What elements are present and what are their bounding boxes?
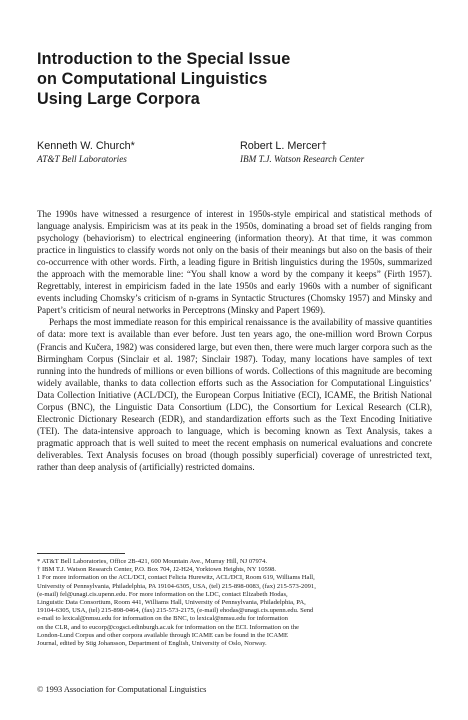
copyright-notice: © 1993 Association for Computational Linguistics [37,685,207,694]
footnote-line: London-Lund Corpus and other corpora available through ICAME can be found in the ICAME [37,631,289,639]
footnote-line: 19104-6305, USA, (tel) 215-898-0464, (fax) 215-573-2175, (e-mail) ehodas@unagi.cis.upenn.edu. Send [37,607,314,615]
title-line: on Computational Linguistics [37,70,268,88]
footnote-line: † IBM T.J. Watson Research Center, P.O. Box 704, J2-H24, Yorktown Heights, NY 10598. [37,566,277,574]
footnote-line: * AT&T Bell Laboratories, Office 2B-421, 600 Mountain Ave., Murray Hill, NJ 07974. [37,558,268,565]
author-block [240,140,364,165]
body-paragraph: Perhaps the most immediate reason for this empirical renaissance is the availability of massive quantities of data: more text is available than ever before. Just ten years ago, the one-million word Brown Corpus (Francis and Kučera, 1982) was considered large, but even then, there were much larger corpora such as the Birmingham Corpus (Sinclair et al. 1987; Sinclair 1987). Today, many locations have samples of text running into the hundreds of millions or even billions of words. Collections of this magnitude are becoming widely available, thanks to data collection efforts such as the Association for Computational Linguistics’ Data Collection Initiative (ACL/DCI), the European Corpus Initiative (ECI), ICAME, the British National Corpus (BNC), the Linguistic Data Consortium (LDC), the Consortium for Lexical Research (CLR), Electronic Dictionary Research (EDR), and standardization efforts such as the Text Encoding Initiative (TEI). The data-intensive approach to language, which is becoming known as Text Analysis, takes a pragmatic approach that is well suited to meet the recent emphasis on numerical evaluations and concrete deliverables. Text Analysis focuses on broad (though possibly superficial) coverage of unrestricted text, rather than deep analysis of (artificially) restricted domains. [37,317,432,472]
footnote-line: e-mail to lexical@nmsu.edu for information on the BNC, to lexical@nmsu.edu for information [37,615,288,623]
article-body [37,208,432,473]
author-affiliation: IBM T.J. Watson Research Center [240,154,365,164]
footnote-line: 1 For more information on the ACL/DCI, contact Felicia Hurewitz, ACL/DCI, Room 619, Williams Hall, [37,574,315,582]
author-name: Robert L. Mercer† [240,140,328,152]
footnote-line: on the CLR, and to eucorp@cogsci.edinburgh.ac.uk for information on the ECI. Information on the [37,623,299,631]
body-paragraph: The 1990s have witnessed a resurgence of interest in 1950s-style empirical and statistical methods of language analysis. Empiricism was at its peak in the 1950s, dominating a broad set of fields ranging from psychology (behaviorism) to electrical engineering (information theory). At that time, it was common practice in linguistics to classify words not only on the basis of their meanings but also on the basis of their co-occurrence with other words. Firth, a leading figure in British linguistics during the 1950s, summarized the approach with the memorable line: “You shall know a word by the company it keeps” (Firth 1957). Regrettably, interest in empiricism faded in the late 1950s and early 1960s with a number of significant events including Chomsky’s criticism of n-grams in Syntactic Structures (Chomsky 1957) and Minsky and Papert’s criticism of neural networks in Perceptrons (Minsky and Papert 1969). [37,209,432,316]
footnote-line: Linguistic Data Consortium, Room 441, Williams Hall, University of Pennsylvania, Philadelphia, PA, [37,599,306,607]
footnote-line: Journal, edited by Stig Johansson, Department of English, University of Oslo, Norway. [37,640,267,648]
article-title [37,49,437,109]
author-affiliation: AT&T Bell Laboratories [37,154,127,164]
author-block [37,140,135,165]
footnote-line: University of Pennsylvania, Philadelphia, PA 19104-6305, USA, (tel) 215-898-0083, (fax) 215-573-2091, [37,582,316,590]
footnotes [37,558,430,648]
title-line: Introduction to the Special Issue [37,50,291,68]
title-line: Using Large Corpora [37,90,200,108]
footnote-divider [37,553,125,554]
footnote-line: (e-mail) fel@unagi.cis.upenn.edu. For more information on the LDC, contact Elizabeth Hodas, [37,590,288,598]
author-name: Kenneth W. Church* [37,140,135,152]
